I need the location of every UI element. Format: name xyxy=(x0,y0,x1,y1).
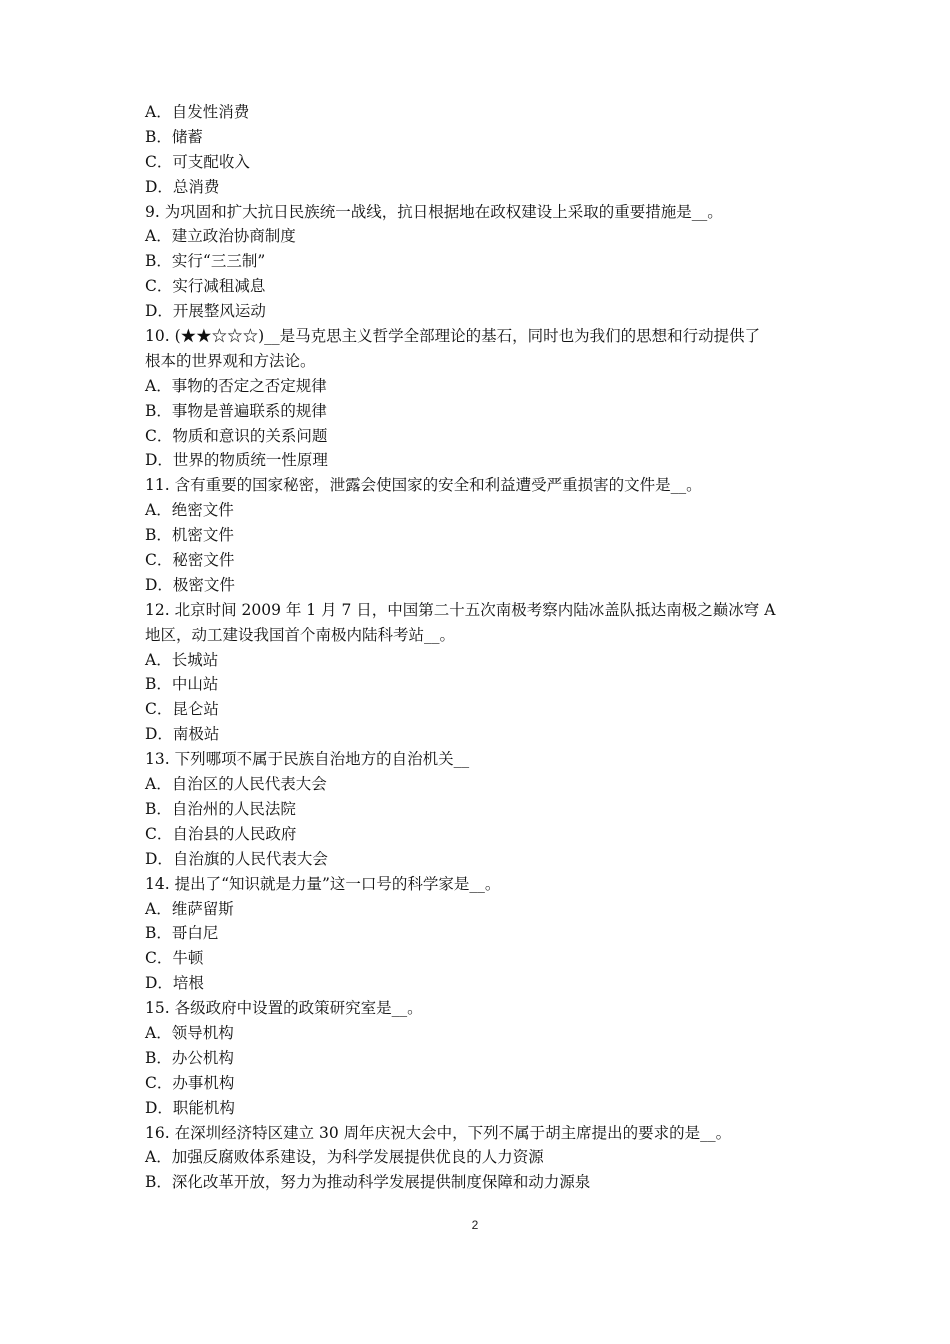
text-line: B．办公机构 xyxy=(145,1048,234,1067)
text-line: C．物质和意识的关系问题 xyxy=(145,426,328,445)
text-line: 13. 下列哪项不属于民族自治地方的自治机关__ xyxy=(145,750,470,769)
text-line: D．职能机构 xyxy=(145,1098,235,1117)
text-line: 15. 各级政府中设置的政策研究室是__。 xyxy=(145,999,423,1018)
text-line: 根本的世界观和方法论。 xyxy=(145,351,316,370)
text-line: C．昆仑站 xyxy=(145,700,219,719)
text-line: B．事物是普遍联系的规律 xyxy=(145,401,327,420)
text-line: D．极密文件 xyxy=(145,575,235,594)
text-line: 14. 提出了“知识就是力量”这一口号的科学家是__。 xyxy=(145,874,501,893)
text-line: C．秘密文件 xyxy=(145,551,235,570)
text-line: D．南极站 xyxy=(145,725,220,744)
text-line: C．实行减租减息 xyxy=(145,277,266,296)
text-line: C．可支配收入 xyxy=(145,152,250,171)
text-line: A．自发性消费 xyxy=(145,103,250,121)
text-line: 10. (★★☆☆☆)__是马克思主义哲学全部理论的基石，同时也为我们的思想和行动提供了 xyxy=(145,327,761,346)
text-line: B．中山站 xyxy=(145,675,219,694)
document-body xyxy=(145,100,810,1195)
text-line: A．建立政治协商制度 xyxy=(145,227,296,246)
text-line: C．办事机构 xyxy=(145,1073,235,1092)
text-line: A．加强反腐败体系建设，为科学发展提供优良的人力资源 xyxy=(145,1148,544,1167)
text-line: A．长城站 xyxy=(145,650,219,669)
text-line: B．实行“三三制” xyxy=(145,252,266,271)
text-line: B．哥白尼 xyxy=(145,924,219,943)
text-line: A．事物的否定之否定规律 xyxy=(145,376,327,395)
page-number: 2 xyxy=(471,1218,479,1232)
text-line: 11. 含有重要的国家秘密，泄露会使国家的安全和利益遭受严重损害的文件是__。 xyxy=(145,476,702,495)
text-line: 12. 北京时间 2009 年 1 月 7 日，中国第二十五次南极考察内陆冰盖队抵达南极之巅冰穹 A xyxy=(145,600,776,619)
text-line: D．开展整风运动 xyxy=(145,302,266,321)
text-line: D．世界的物质统一性原理 xyxy=(145,451,328,470)
text-line: D．培根 xyxy=(145,974,204,993)
text-line: A．自治区的人民代表大会 xyxy=(145,775,327,794)
text-line: B．机密文件 xyxy=(145,526,234,545)
text-line: A．领导机构 xyxy=(145,1023,234,1042)
text-line: 16. 在深圳经济特区建立 30 周年庆祝大会中，下列不属于胡主席提出的要求的是__。 xyxy=(145,1123,732,1142)
text-line: A．维萨留斯 xyxy=(145,899,234,918)
text-line: D．自治旗的人民代表大会 xyxy=(145,849,328,868)
text-line: C．自治县的人民政府 xyxy=(145,824,297,843)
text-line: 9. 为巩固和扩大抗日民族统一战线，抗日根据地在政权建设上采取的重要措施是__。 xyxy=(145,202,723,221)
text-line: D．总消费 xyxy=(145,177,220,196)
text-line: B．自治州的人民法院 xyxy=(145,799,296,818)
text-line: 地区，动工建设我国首个南极内陆科考站__。 xyxy=(145,625,456,644)
text-line: C．牛顿 xyxy=(145,949,204,968)
text-line: A．绝密文件 xyxy=(145,501,234,520)
text-line: B．深化改革开放，努力为推动科学发展提供制度保障和动力源泉 xyxy=(145,1173,591,1192)
text-line: B．储蓄 xyxy=(145,127,203,146)
